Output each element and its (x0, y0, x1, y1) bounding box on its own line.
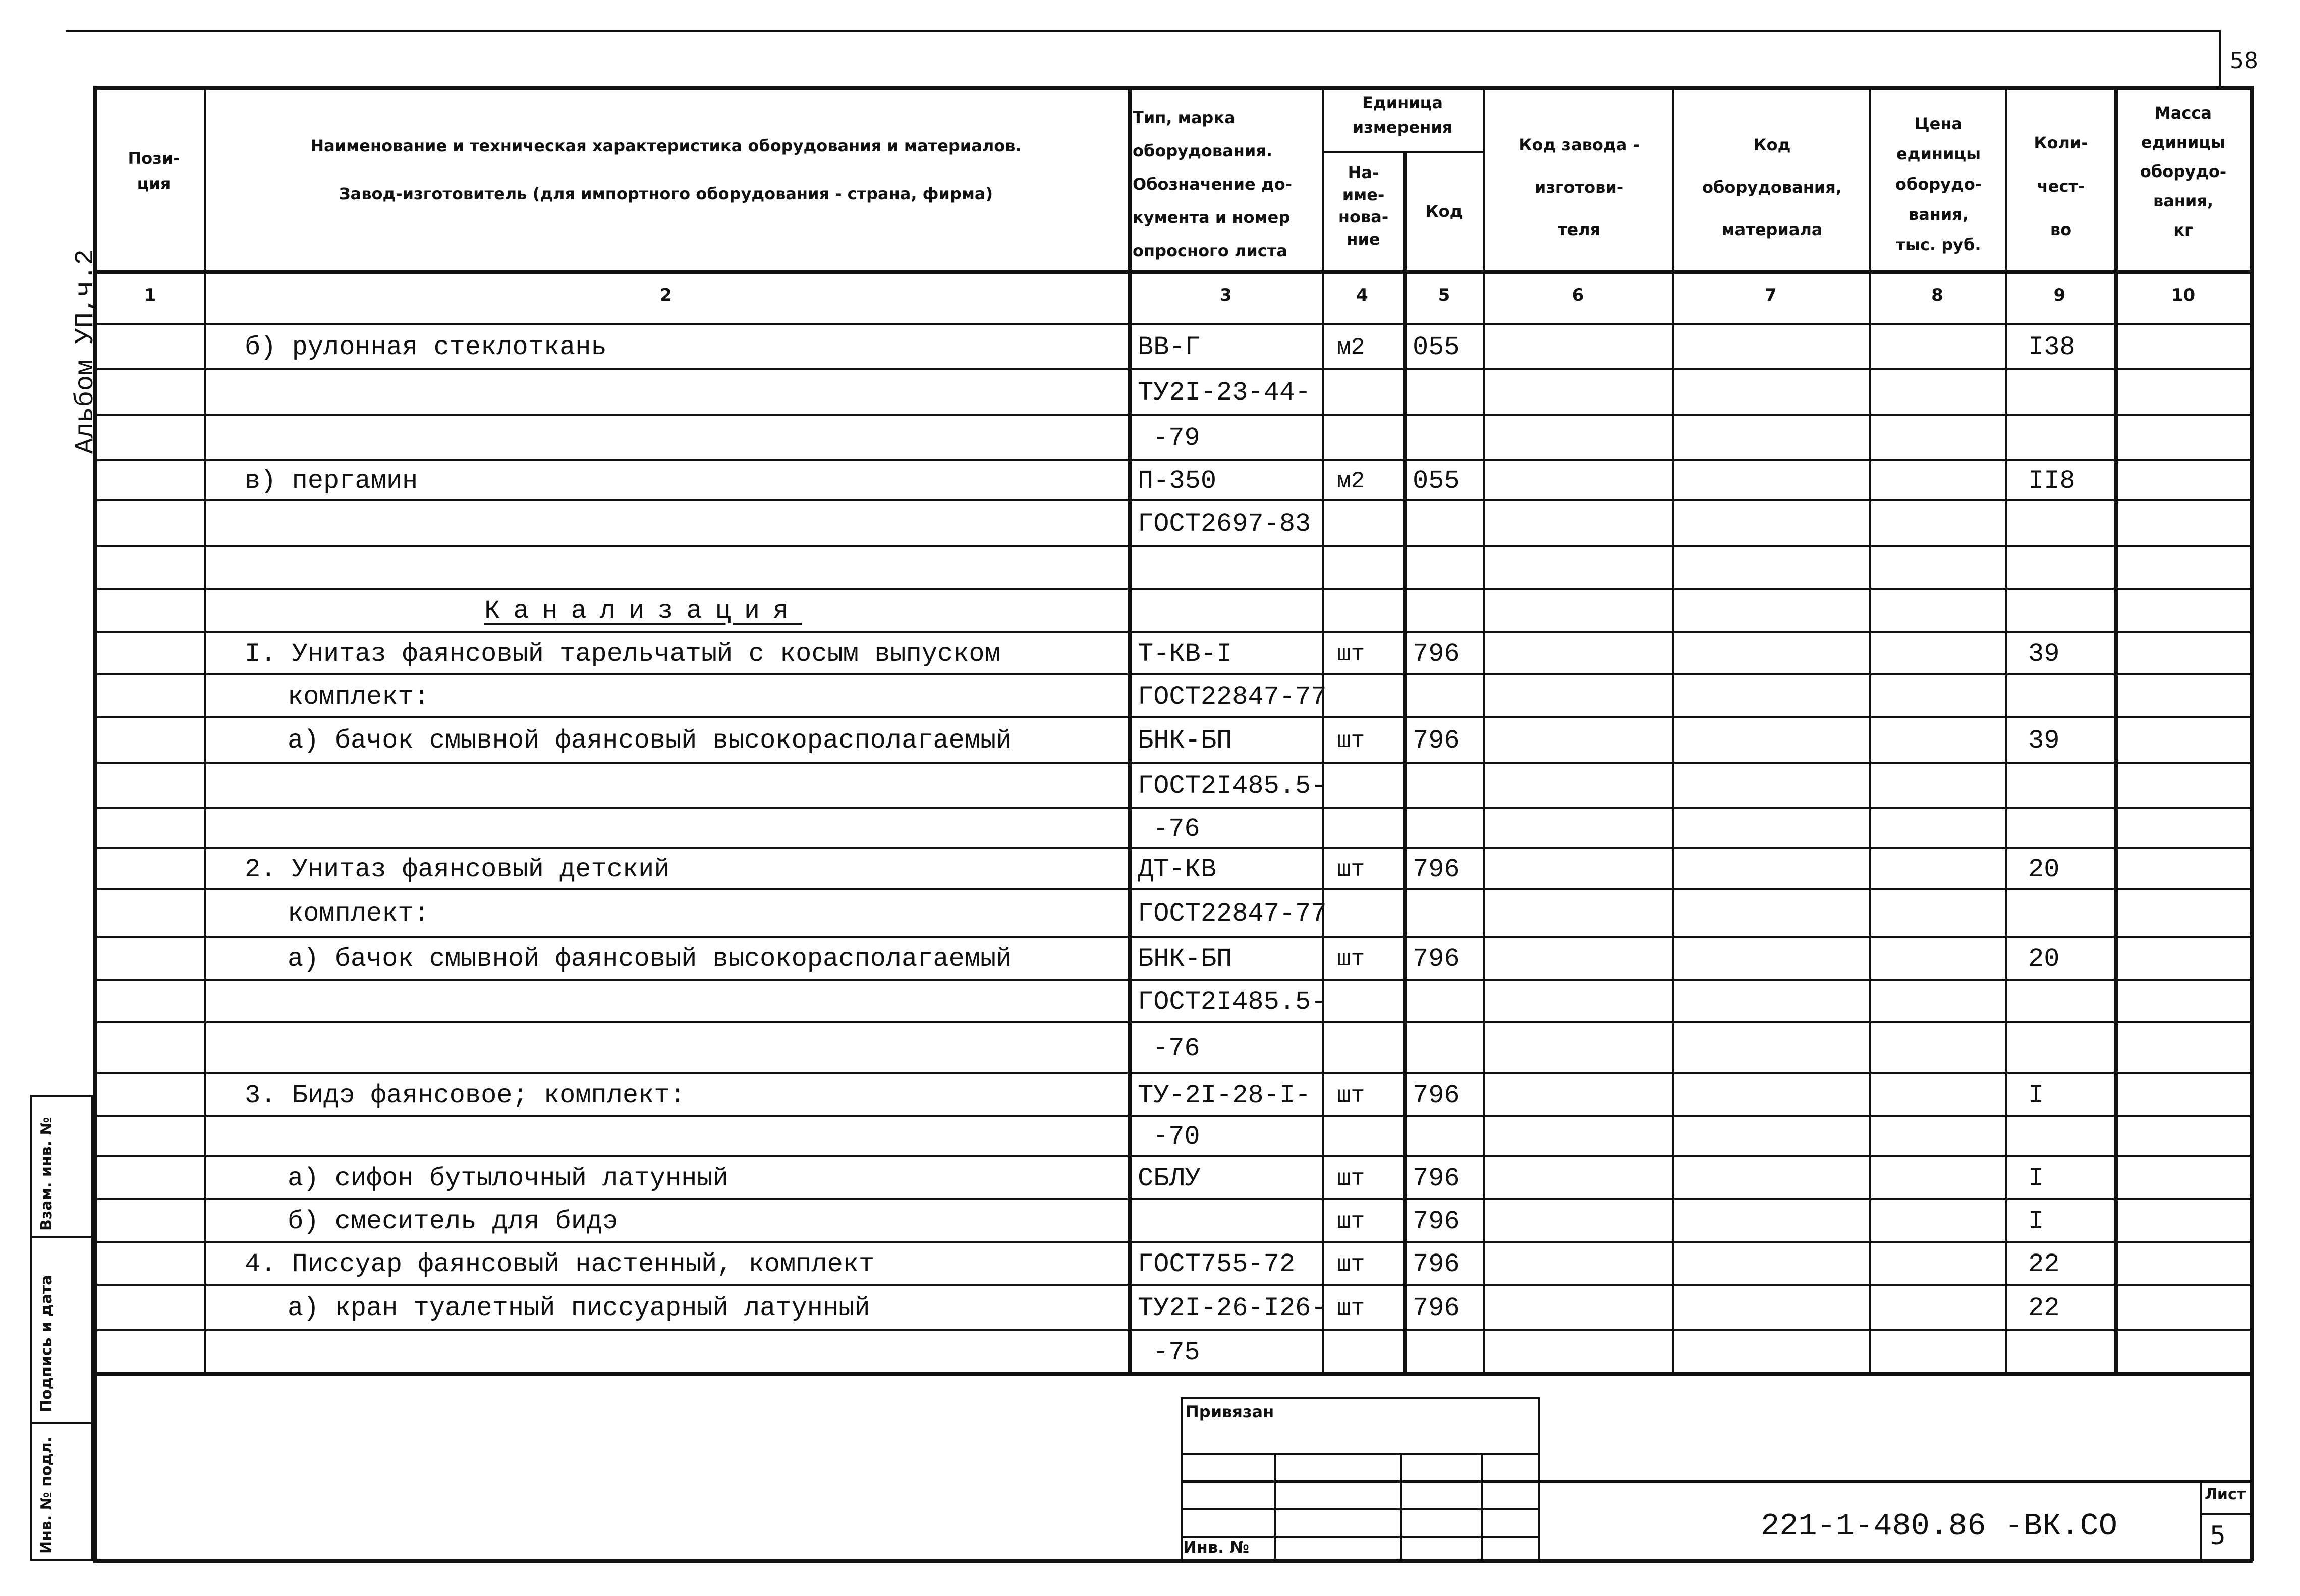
item-type: П-350 (1138, 466, 1217, 496)
item-quantity: II8 (2028, 466, 2075, 496)
item-type: -79 (1153, 423, 1200, 453)
item-code: 796 (1413, 854, 1460, 884)
item-unit: шт (1337, 728, 1365, 754)
col-number: 4 (1356, 285, 1368, 305)
item-unit: шт (1337, 857, 1365, 883)
item-quantity: I38 (2028, 332, 2075, 362)
item-type: ДТ-КВ (1138, 854, 1217, 884)
section-title: Канализация (484, 596, 802, 626)
item-unit: м2 (1337, 468, 1365, 494)
item-quantity: I (2028, 1080, 2044, 1110)
sign-date-label: Подпись и дата (38, 1275, 55, 1412)
item-name: а) бачок смывной фаянсовый высокорасполагаемый (288, 944, 1012, 974)
item-quantity: I (2028, 1163, 2044, 1193)
col-number: 7 (1765, 285, 1777, 305)
sheet-label: Лист (2205, 1486, 2246, 1503)
item-name: комплект: (288, 681, 429, 712)
item-name: 4. Писсуар фаянсовый настенный, комплект (245, 1249, 875, 1279)
item-code: 796 (1413, 1163, 1460, 1193)
col-number: 8 (1931, 285, 1943, 305)
col-number: 2 (660, 285, 672, 305)
item-name: 3. Бидэ фаянсовое; комплект: (245, 1080, 686, 1110)
item-type: ВВ-Г (1138, 332, 1201, 362)
item-type: ГОСТ22847-77 (1138, 898, 1327, 929)
col-number: 10 (2171, 285, 2196, 305)
item-name: комплект: (288, 898, 429, 929)
item-type: Т-КВ-I (1138, 639, 1232, 669)
item-code: 796 (1413, 1293, 1460, 1323)
header-name-line2: Завод-изготовитель (для импортного оборудования - страна, фирма) (339, 184, 993, 203)
col-number: 5 (1438, 285, 1450, 305)
item-type: -70 (1153, 1122, 1200, 1152)
item-unit: шт (1337, 1082, 1365, 1109)
item-name: б) смеситель для бидэ (288, 1206, 619, 1236)
item-quantity: 20 (2028, 854, 2060, 884)
item-unit: шт (1337, 1251, 1365, 1278)
item-type: -76 (1153, 1034, 1200, 1063)
item-unit: шт (1337, 641, 1365, 667)
header-factory-code: Код завода - изготови- теля (1519, 135, 1640, 239)
item-name: а) сифон бутылочный латунный (288, 1163, 728, 1193)
header-price: Цена единицы оборудо- вания, тыс. руб. (1895, 114, 1982, 254)
header-type: Тип, марка оборудования. Обозначение до- кумента и номер опросного листа (1133, 108, 1292, 260)
header-position: Пози- ция (128, 149, 180, 193)
item-code: 055 (1413, 332, 1460, 362)
item-quantity: 39 (2028, 639, 2060, 669)
page-number: 58 (2230, 48, 2258, 74)
item-unit: шт (1337, 1295, 1365, 1322)
header-mass: Масса единицы оборудо- вания, кг (2140, 103, 2227, 240)
item-type: ГОСТ755-72 (1138, 1249, 1296, 1279)
item-code: 796 (1413, 639, 1460, 669)
item-code: 796 (1413, 726, 1460, 756)
header-quantity: Коли- чест- во (2034, 133, 2088, 239)
item-quantity: 22 (2028, 1249, 2060, 1279)
item-type: -75 (1153, 1337, 1200, 1367)
header-unit-code: Код (1425, 202, 1463, 221)
item-quantity: 20 (2028, 944, 2060, 974)
item-code: 055 (1413, 466, 1460, 496)
item-code: 796 (1413, 944, 1460, 974)
item-type: ГОСТ2I485.5- (1138, 987, 1327, 1017)
col-number: 6 (1572, 285, 1584, 305)
item-name: б) рулонная стеклоткань (245, 332, 607, 362)
item-unit: м2 (1337, 334, 1365, 361)
document-code: 221-1-480.86 -ВК.СО (1761, 1508, 2117, 1544)
sheet-number: 5 (2210, 1521, 2226, 1550)
item-type: ГОСТ2697-83 (1138, 509, 1311, 539)
item-type: БНК-БП (1138, 726, 1232, 756)
item-type: ТУ2I-26-I26- (1138, 1293, 1327, 1323)
col-number: 1 (144, 285, 156, 305)
item-unit: шт (1337, 1165, 1365, 1192)
item-quantity: 22 (2028, 1293, 2060, 1323)
item-type: СБЛУ (1138, 1163, 1201, 1193)
item-type: ТУ-2I-28-I- (1138, 1080, 1311, 1110)
item-name: 2. Унитаз фаянсовый детский (245, 854, 670, 884)
item-type: БНК-БП (1138, 944, 1232, 974)
item-type: ГОСТ2I485.5- (1138, 771, 1327, 801)
item-quantity: 39 (2028, 726, 2060, 756)
inv-orig-label: Инв. № подл. (38, 1436, 55, 1554)
item-type: ТУ2I-23-44- (1138, 378, 1311, 408)
item-name: I. Унитаз фаянсовый тарельчатый с косым выпуском (245, 639, 1000, 669)
item-unit: шт (1337, 1208, 1365, 1235)
item-name: а) бачок смывной фаянсовый высокорасполагаемый (288, 726, 1012, 756)
item-code: 796 (1413, 1080, 1460, 1110)
item-name: в) пергамин (245, 466, 418, 496)
header-equipment-code: Код оборудования, материала (1702, 135, 1842, 239)
item-type: -76 (1153, 814, 1200, 844)
item-code: 796 (1413, 1249, 1460, 1279)
item-quantity: I (2028, 1206, 2044, 1236)
side-title: Альбом УП,ч.2 (71, 249, 100, 454)
bound-label: Привязан (1186, 1402, 1274, 1421)
header-unit-group: Единица измерения (1352, 93, 1453, 137)
item-code: 796 (1413, 1206, 1460, 1236)
col-number: 3 (1220, 285, 1232, 305)
item-type: ГОСТ22847-77 (1138, 681, 1327, 712)
header-unit-name: На- име- нова- ние (1338, 163, 1389, 249)
replace-inv-label: Взам. инв. № (38, 1117, 55, 1231)
col-number: 9 (2053, 285, 2066, 305)
header-name-line1: Наименование и техническая характеристика оборудования и материалов. (310, 136, 1022, 155)
item-name: а) кран туалетный писсуарный латунный (288, 1293, 870, 1323)
item-unit: шт (1337, 946, 1365, 973)
inv-label: Инв. № (1183, 1537, 1249, 1557)
